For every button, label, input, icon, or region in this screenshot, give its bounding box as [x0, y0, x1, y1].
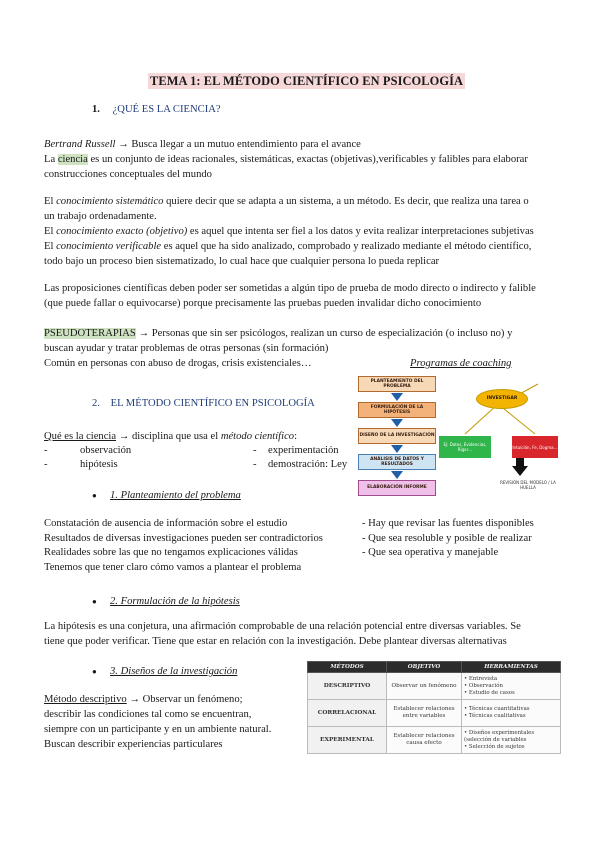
- list-item: - demostración: Ley: [253, 459, 348, 470]
- exacto-text: es aquel que intenta ser fiel a los datos y evita realizar interpretaciones subjetivas: [187, 226, 534, 237]
- pseudo-term: PSEUDOTERAPIAS: [44, 328, 136, 339]
- list-item: - Que sea resoluble y posible de realizar: [362, 532, 532, 544]
- methods-table: [307, 661, 561, 754]
- planteamiento-heading: 1. Planteamiento del problema: [110, 490, 241, 501]
- proposiciones-line1: Las proposiciones científicas deben poder ser sometidas a algún tipo de prueba de modo directo o indirecto y falible: [44, 283, 536, 294]
- flow-arrow-down-icon: [391, 445, 403, 453]
- table-header: MÉTODOS: [308, 662, 387, 673]
- list-item: Constatación de ausencia de información sobre el estudio: [44, 518, 288, 529]
- ciencia-word: ciencia: [57, 154, 88, 165]
- table-cell-method: EXPERIMENTAL: [308, 727, 387, 754]
- flow-arrow-down-icon: [391, 471, 403, 479]
- verificable-pre: El: [44, 241, 57, 252]
- page-title: TEMA 1: EL MÉTODO CIENTÍFICO EN PSICOLOGÍA: [150, 74, 464, 88]
- coaching-diagram: [348, 372, 560, 498]
- sistematico-line1: [44, 194, 529, 209]
- table-cell-tools: [462, 673, 561, 700]
- planteamiento-left-list: [44, 517, 323, 575]
- section-1-title: ¿QUÉ ES LA CIENCIA?: [112, 104, 221, 115]
- flow-step-1: PLANTEAMIENTO DEL PROBLEMA: [358, 376, 436, 392]
- list-item: Resultados de diversas investigaciones pueden ser contradictorios: [44, 532, 323, 544]
- pseudo-line1: [44, 326, 512, 341]
- list-left-item-observacion: observación: [80, 445, 132, 456]
- russell-text: → Busca llegar a un mutuo entendimiento para el avance: [115, 139, 361, 150]
- sistematico-text: quiere decir que se adapta a un sistema, a un método. Es decir, que realiza una tarea o: [163, 196, 529, 207]
- section-2-number: 2.: [92, 398, 100, 409]
- que-es-ciencia-line: [44, 429, 297, 444]
- ciencia-definition-line2: construcciones conceptuales del mundo: [44, 169, 212, 180]
- exacto-pre: El: [44, 226, 57, 237]
- tool-item: (selección de variables: [464, 736, 527, 743]
- section-2-heading: [92, 398, 315, 409]
- list-right-item-demostracion: demostración: Ley: [268, 459, 348, 470]
- list-right: [253, 444, 347, 472]
- section-1-number: 1.: [92, 104, 100, 115]
- flow-arrow-down-icon: [391, 419, 403, 427]
- investigar-bubble: INVESTIGAR: [476, 389, 528, 409]
- bullet-icon: ●: [92, 667, 97, 676]
- tool-item: • Selección de sujetos: [464, 743, 525, 750]
- verificable-line2: todo bajo un proceso bien sistematizado, lo cual hace que cualquier persona lo pueda replicar: [44, 256, 440, 267]
- flow-step-4: ANÁLISIS DE DATOS Y RESULTADOS: [358, 454, 436, 470]
- table-cell-method: DESCRIPTIVO: [308, 673, 387, 700]
- table-row: [308, 727, 561, 754]
- pseudo-line3: Común en personas con abuso de drogas, crisis existenciales…: [44, 358, 312, 369]
- descriptivo-line1: [44, 692, 243, 707]
- bullet-icon: ●: [92, 597, 97, 606]
- table-header: HERRAMIENTAS: [462, 662, 561, 673]
- list-item: Tenemos que tener claro cómo vamos a plantear el problema: [44, 561, 302, 573]
- pseudo-line2: buscan ayudar y tratar problemas de otras personas (sin formación): [44, 343, 329, 354]
- tool-item: • Estudio de casos: [464, 689, 515, 696]
- hipotesis-line2: tiene que poder verificar. Tiene que estar en relación con la investigación. Debe plantear diversas alternativas: [44, 636, 507, 647]
- table-cell-objective: Establecer relaciones causa efecto: [387, 727, 462, 754]
- descriptivo-text: → Observar un fenómeno;: [126, 694, 243, 705]
- proposiciones-line2: (que puede fallar o equivocarse) porque precisamente las pruebas pueden invalidar dicho conocimiento: [44, 298, 482, 309]
- table-row: [308, 673, 561, 700]
- section-2-title: EL MÉTODO CIENTÍFICO EN PSICOLOGÍA: [110, 398, 315, 409]
- hipotesis-line1: La hipótesis es una conjetura, una afirmación comprobable de una relación potencial entre diversas variables. Se: [44, 621, 521, 632]
- list-item: Realidades sobre las que no tengamos explicaciones válidas: [44, 547, 298, 559]
- bullet-icon: ●: [92, 491, 97, 500]
- flow-step-5: ELABORACIÓN INFORME: [358, 480, 436, 496]
- table-cell-objective: Observar un fenómeno: [387, 673, 462, 700]
- planteamiento-right-list: [362, 517, 534, 561]
- sistematico-term: conocimiento sistemático: [56, 196, 164, 207]
- table-cell-tools: [462, 727, 561, 754]
- exacto-line: [44, 224, 534, 239]
- descriptivo-line4: Buscan describir experiencias particulares: [44, 739, 223, 750]
- coaching-label: Programas de coaching: [410, 358, 512, 369]
- ciencia-definition-line1: [44, 152, 528, 167]
- que-es-italic: método científico: [220, 431, 295, 442]
- ciencia-pre: La: [44, 154, 58, 165]
- flow-step-3: DISEÑO DE LA INVESTIGACIÓN: [358, 428, 436, 444]
- disenos-heading: 3. Diseños de la investigación: [110, 666, 238, 677]
- list-right-item-experimentacion: experimentación: [268, 445, 339, 456]
- belief-box: Intuición, Fe, Dogma…: [512, 436, 558, 458]
- list-left: [44, 444, 131, 472]
- review-label: REVISIÓN DEL MODELO / LA HUELLA: [500, 480, 556, 490]
- descriptivo-line3: siempre con un participante y en un ambiente natural.: [44, 724, 272, 735]
- verificable-term: conocimiento verificable: [56, 241, 162, 252]
- table-header: OBJETIVO: [387, 662, 462, 673]
- hipotesis-heading: 2. Formulación de la hipótesis: [110, 596, 240, 607]
- verificable-text: es aquel que ha sido analizado, comprobado y realizado mediante el método científico,: [161, 241, 532, 252]
- exacto-term: conocimiento exacto (objetivo): [56, 226, 188, 237]
- russell-line: [44, 137, 361, 152]
- descriptivo-line2: describir las condiciones tal como se encuentran,: [44, 709, 252, 720]
- table-cell-tools: [462, 700, 561, 727]
- sistematico-pre: El: [44, 196, 57, 207]
- list-item: - Que sea operativa y manejable: [362, 547, 499, 559]
- list-item: - experimentación: [253, 445, 339, 456]
- list-left-item-hipotesis: hipótesis: [80, 459, 118, 470]
- descriptivo-term: Método descriptivo: [44, 694, 127, 705]
- evidence-box: Ej: Datos, Evidencias, Rigor…: [439, 436, 491, 458]
- tool-item: • Entrevista: [464, 675, 498, 682]
- section-1-heading: [92, 104, 221, 115]
- tool-item: • Diseños experimentales: [464, 729, 535, 736]
- list-item: - hipótesis: [44, 459, 118, 470]
- table-header-row: [308, 662, 561, 673]
- table-cell-method: CORRELACIONAL: [308, 700, 387, 727]
- ciencia-text: es un conjunto de ideas racionales, sistemáticas, exactas (objetivas),verificables y falibles para elaborar: [87, 154, 528, 165]
- verificable-line1: [44, 239, 531, 254]
- list-item: - observación: [44, 445, 132, 456]
- tool-item: • Observación: [464, 682, 504, 689]
- tool-item: • Técnicas cualitativas: [464, 713, 526, 719]
- list-item: - Hay que revisar las fuentes disponibles: [362, 518, 534, 529]
- table-cell-objective: Establecer relaciones entre variables: [387, 700, 462, 727]
- que-es-text: → disciplina que usa el: [116, 431, 221, 442]
- flow-step-2: FORMULACIÓN DE LA HIPÓTESIS: [358, 402, 436, 418]
- table-row: [308, 700, 561, 727]
- tool-item: • Técnicas cuantitativas: [464, 706, 530, 712]
- sistematico-line2: un trabajo ordenadamente.: [44, 211, 157, 222]
- russell-name: Bertrand Russell: [44, 139, 116, 150]
- flow-arrow-down-icon: [391, 393, 403, 401]
- que-es-term: Qué es la ciencia: [44, 431, 117, 442]
- pseudo-text: → Personas que sin ser psicólogos, realizan un curso de especialización (o incluso no) y: [135, 328, 513, 339]
- que-es-end: :: [294, 431, 298, 442]
